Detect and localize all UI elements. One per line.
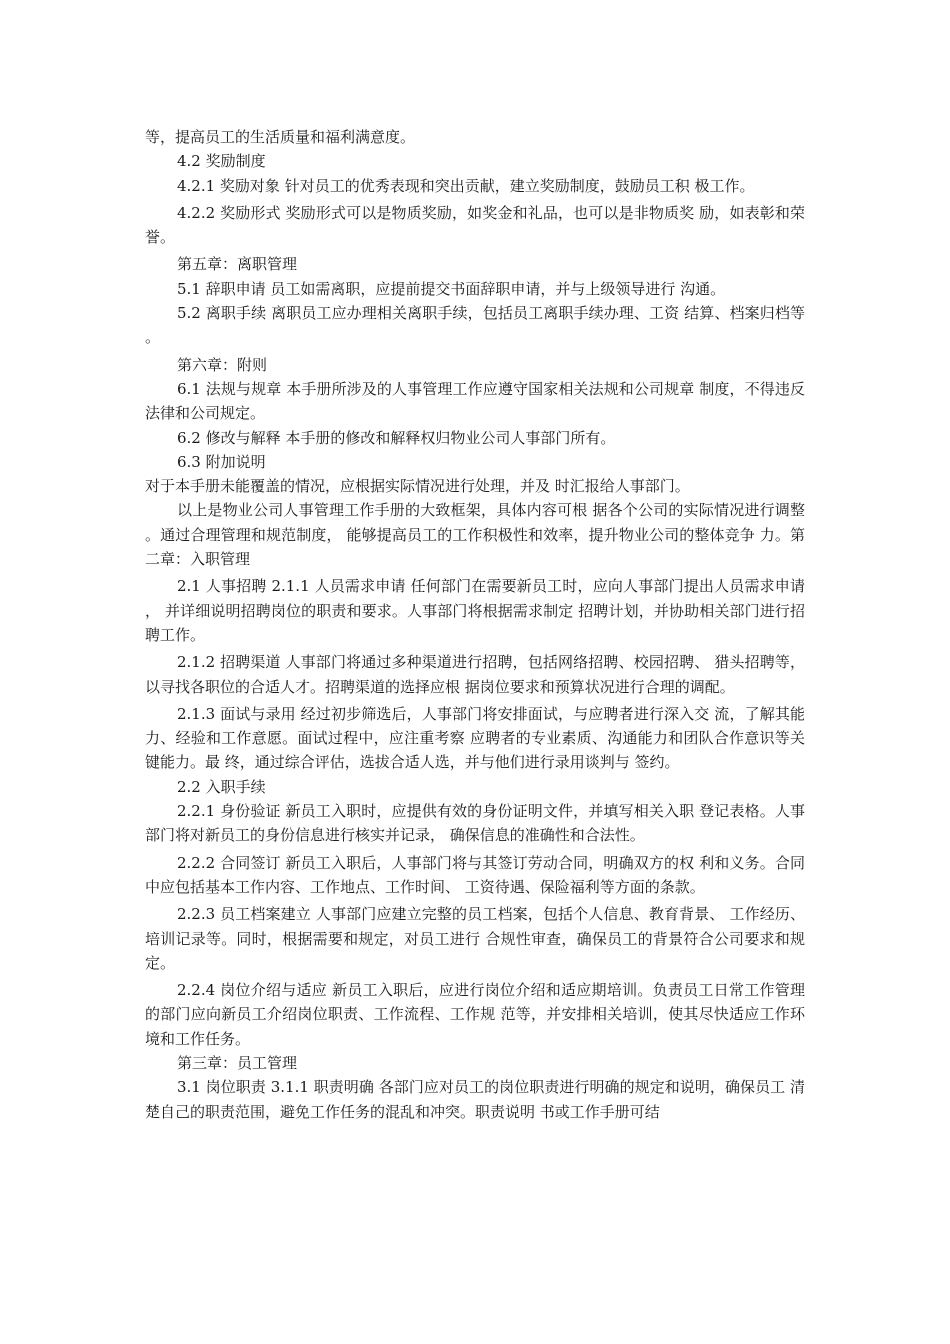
paragraph-6-2: 6.2 修改与解释 本手册的修改和解释权归物业公司人事部门所有。 — [177, 428, 616, 447]
paragraph-2-1: 2.1 人事招聘 2.1.1 人员需求申请 任何部门在需要新员工时，应向人事部门提出人员需求申请， 并详细说明招聘岗位的职责和要求。人事部门将根据需求制定 招聘计划，并协助相关部门进行招聘工作。 — [145, 577, 805, 644]
paragraph-2-1-2: 2.1.2 招聘渠道 人事部门将通过多种渠道进行招聘，包括网络招聘、校园招聘、 猎头招聘等，以寻找各职位的合适人才。招聘渠道的选择应根 据岗位要求和预算状况进行合理的调配。 — [145, 653, 805, 696]
paragraph-6-1: 6.1 法规与规章 本手册所涉及的人事管理工作应遵守国家相关法规和公司规章 制度，不得违反法律和公司规定。 — [145, 379, 805, 423]
paragraph-2-2-4: 2.2.4 岗位介绍与适应 新员工入职后，应进行岗位介绍和适应期培训。负责员工日常工作管理的部门应向新员工介绍岗位职责、工作流程、工作规 范等，并安排相关培训，使其尽快适应工作环境和工作任务。 — [145, 981, 805, 1048]
paragraph-3-1: 3.1 岗位职责 3.1.1 职责明确 各部门应对员工的岗位职责进行明确的规定和说明，确保员工 清楚自己的职责范围，避免工作任务的混乱和冲突。职责说明 书或工作手册可结 — [145, 1078, 805, 1121]
paragraph-4-2-1: 4.2.1 奖励对象 针对员工的优秀表现和突出贡献，建立奖励制度，鼓励员工积 极工作。 — [177, 176, 755, 195]
chapter-heading-6: 第六章：附则 — [177, 355, 268, 374]
paragraph-2-2-3: 2.2.3 员工档案建立 人事部门应建立完整的员工档案，包括个人信息、教育背景、 工作经历、培训记录等。同时，根据需要和规定，对员工进行 合规性审查，确保员工的背景符合公司要求和规定。 — [145, 905, 805, 972]
section-heading-6-3: 6.3 附加说明 — [177, 452, 266, 471]
section-heading-4-2: 4.2 奖励制度 — [177, 152, 266, 171]
paragraph-5-2: 5.2 离职手续 离职员工应办理相关离职手续，包括员工离职手续办理、工资 结算、档案归档等。 — [145, 304, 805, 347]
section-heading-2-2: 2.2 入职手续 — [177, 777, 266, 796]
chapter-heading-3: 第三章：员工管理 — [177, 1053, 298, 1072]
document-body — [145, 125, 805, 1124]
chapter-heading-5: 第五章：离职管理 — [177, 255, 298, 274]
paragraph-2-2-2: 2.2.2 合同签订 新员工入职后，人事部门将与其签订劳动合同，明确双方的权 利和义务。合同中应包括基本工作内容、工作地点、工作时间、 工资待遇、保险福利等方面的条款。 — [145, 853, 805, 896]
paragraph-6-3-body: 对于本手册未能覆盖的情况，应根据实际情况进行处理，并及 时汇报给人事部门。 — [145, 477, 690, 496]
paragraph-2-2-1: 2.2.1 身份验证 新员工入职时，应提供有效的身份证明文件，并填写相关入职 登记表格。人事部门将对新员工的身份信息进行核实并记录， 确保信息的准确性和合法性。 — [145, 802, 805, 845]
paragraph-4-2-2: 4.2.2 奖励形式 奖励形式可以是物质奖励，如奖金和礼品，也可以是非物质奖 励，如表彰和荣誉。 — [145, 203, 805, 247]
paragraph-summary: 以上是物业公司人事管理工作手册的大致框架，具体内容可根 据各个公司的实际情况进行调整。通过合理管理和规范制度， 能够提高员工的工作积极性和效率，提升物业公司的整体竞争 力。第二章：入职管理 — [145, 501, 805, 569]
paragraph-welfare-end: 等，提高员工的生活质量和福利满意度。 — [145, 128, 416, 146]
paragraph-5-1: 5.1 辞职申请 员工如需离职，应提前提交书面辞职申请，并与上级领导进行 沟通。 — [177, 279, 726, 298]
paragraph-2-1-3: 2.1.3 面试与录用 经过初步筛选后，人事部门将安排面试，与应聘者进行深入交 流，了解其能力、经验和工作意愿。面试过程中，应注重考察 应聘者的专业素质、沟通能力和团队合作意识等关键能力。最 终，通过综合评估，选拔合适人选，并与他们进行录用谈判与 签约。 — [145, 704, 805, 772]
